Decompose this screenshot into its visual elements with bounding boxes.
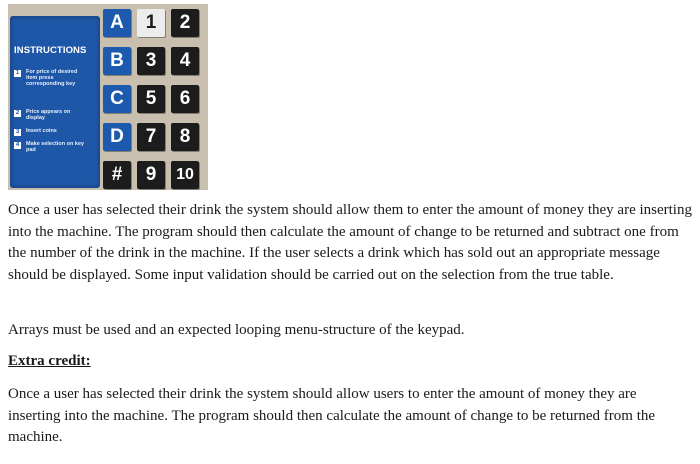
instructions-title: INSTRUCTIONS [14,45,87,56]
step-number: 2 [15,110,20,116]
instructions-panel [10,16,100,188]
key-4: 4 [171,47,199,75]
key-1: 1 [137,9,165,37]
step-text: Price appears on display [26,109,71,121]
paragraph-main-requirements: Once a user has selected their drink the system should allow them to enter the amount of money they are inserting into the machine. The program should then calculate the amount of change to be returned and subtract one from the number of the drink in the machine. If the user selects a drink which has sold out an appropriate message should be displayed. Some input validation should be carried out on the selection from the true table. [8,202,692,283]
extra-credit-heading: Extra credit: [8,353,91,369]
step-text: Insert coins [26,128,57,134]
key-8: 8 [171,123,199,151]
step-number: 1 [15,70,20,76]
key-d: D [103,123,131,151]
key-5: 5 [137,85,165,113]
step-number: 4 [15,142,20,148]
key-6: 6 [171,85,199,113]
step-text: For price of desired item press corresponding key [26,69,78,87]
paragraph-arrays-requirement: Arrays must be used and an expected looping menu-structure of the keypad. [8,322,465,338]
vending-keypad-photo [8,4,208,190]
key-c: C [103,85,131,113]
key-a: A [103,9,131,37]
key-hash: # [103,161,131,189]
key-2: 2 [171,9,199,37]
key-9: 9 [137,161,165,189]
key-b: B [103,47,131,75]
key-3: 3 [137,47,165,75]
keypad [103,9,208,189]
step-text: Make selection on key pad [26,141,85,153]
key-7: 7 [137,123,165,151]
key-10: 10 [171,161,199,189]
step-number: 3 [15,129,20,135]
paragraph-extra-credit: Once a user has selected their drink the system should allow users to enter the amount of money they are inserting into the machine. The program should then calculate the amount of change to be returned from the machine. [8,386,656,445]
